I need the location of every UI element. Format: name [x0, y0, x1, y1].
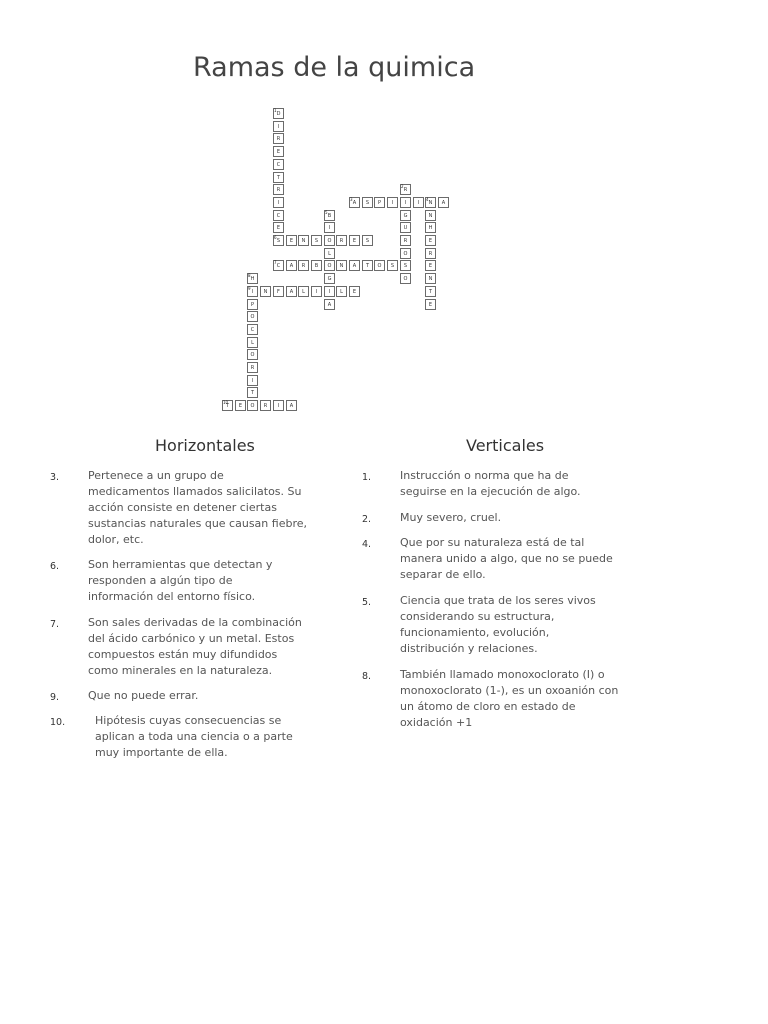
crossword-cell	[336, 286, 347, 297]
cell-letter: I	[417, 200, 420, 206]
cell-letter: E	[276, 149, 281, 155]
clue-text: Hipótesis cuyas consecuencias se aplican a toda una ciencia o a parte muy importante de ella.	[95, 714, 293, 759]
clue-number: 2.	[362, 514, 372, 525]
cell-letter: E	[352, 238, 357, 244]
crossword-cell	[400, 184, 411, 195]
crossword-cell	[324, 235, 335, 246]
cell-letter: E	[276, 225, 281, 231]
crossword-cell	[362, 260, 373, 271]
cell-letter: I	[328, 289, 331, 295]
crossword-cell	[247, 273, 258, 284]
cell-letter: U	[403, 225, 408, 231]
cell-letter: L	[340, 289, 343, 295]
crossword-cell	[286, 260, 297, 271]
cell-number: 1	[274, 108, 277, 113]
clue-number: 5.	[362, 597, 372, 608]
clue-text: Que por su naturaleza está de tal manera unido a algo, que no se puede separar de ello.	[400, 536, 613, 581]
crossword-grid	[0, 0, 768, 420]
cell-letter: N	[428, 200, 433, 206]
crossword-cell	[273, 146, 284, 157]
crossword-cell	[425, 248, 436, 259]
crossword-cell	[400, 222, 411, 233]
cell-letter: R	[339, 238, 344, 244]
cell-letter: G	[403, 213, 408, 219]
crossword-cell	[349, 260, 360, 271]
cell-letter: E	[238, 403, 243, 409]
cell-letter: R	[276, 136, 281, 142]
crossword-cell	[286, 235, 297, 246]
crossword-cell	[273, 108, 284, 119]
crossword-cell	[324, 286, 335, 297]
cell-letter: S	[365, 200, 370, 206]
cell-letter: R	[276, 187, 281, 193]
crossword-cell	[425, 197, 436, 208]
cell-letter: E	[352, 289, 357, 295]
crossword-cell	[222, 400, 233, 411]
clue-text: Pertenece a un grupo de medicamentos llamados salicilatos. Su acción consiste en detener ciertas sustancias naturales que causan fiebre, dolor, etc.	[88, 469, 307, 546]
crossword-cell	[349, 286, 360, 297]
cell-letter: B	[314, 263, 319, 269]
cell-letter: O	[250, 352, 255, 358]
clue-text: Son herramientas que detectan y responden a algún tipo de información del entorno físico.	[88, 558, 273, 603]
cell-letter: T	[365, 263, 370, 269]
clue-text: Ciencia que trata de los seres vivos considerando su estructura, funcionamiento, evolución, distribución y relaciones.	[400, 594, 596, 655]
clue-number: 4.	[362, 539, 372, 550]
crossword-cell	[324, 273, 335, 284]
cell-number: 9	[248, 286, 251, 291]
crossword-cell	[425, 222, 436, 233]
clue-text: Son sales derivadas de la combinación del ácido carbónico y un metal. Estos compuestos están muy difundidos como minerales en la naturaleza.	[88, 616, 302, 677]
crossword-cell	[273, 286, 284, 297]
cell-letter: S	[403, 263, 408, 269]
cell-letter: O	[327, 263, 332, 269]
crossword-cell	[400, 210, 411, 221]
cell-letter: I	[251, 378, 254, 384]
crossword-cell	[298, 235, 309, 246]
crossword-cell	[311, 286, 322, 297]
cell-letter: L	[302, 289, 305, 295]
cell-letter: T	[225, 403, 230, 409]
cell-letter: R	[250, 365, 255, 371]
cell-letter: B	[327, 213, 332, 219]
crossword-cell	[247, 311, 258, 322]
cell-letter: R	[403, 238, 408, 244]
cell-number: 3	[350, 197, 353, 202]
clue-number: 8.	[362, 671, 372, 682]
cell-letter: R	[428, 251, 433, 257]
cell-letter: S	[314, 238, 319, 244]
clue-text: Instrucción o norma que ha de seguirse en la ejecución de algo.	[400, 469, 581, 498]
crossword-cell	[273, 210, 284, 221]
crossword-cell	[273, 400, 284, 411]
crossword-cell	[374, 197, 385, 208]
crossword-cell	[273, 222, 284, 233]
cell-letter: S	[276, 238, 281, 244]
cell-letter: O	[250, 403, 255, 409]
crossword-cell	[273, 235, 284, 246]
crossword-cell	[400, 197, 411, 208]
cell-letter: R	[301, 263, 306, 269]
crossword-cell	[260, 286, 271, 297]
cell-letter: I	[251, 289, 254, 295]
crossword-cell	[324, 260, 335, 271]
crossword-cell	[400, 235, 411, 246]
crossword-cell	[324, 222, 335, 233]
crossword-cell	[425, 260, 436, 271]
cell-letter: T	[276, 175, 281, 181]
crossword-cell	[235, 400, 246, 411]
cell-letter: E	[428, 302, 433, 308]
clue-text: Muy severo, cruel.	[400, 511, 502, 524]
cell-number: 10	[223, 400, 229, 405]
clue-number: 9.	[50, 692, 60, 703]
clue-number: 7.	[50, 619, 60, 630]
crossword-cell	[425, 210, 436, 221]
cell-letter: N	[301, 238, 306, 244]
crossword-cell	[374, 260, 385, 271]
cell-letter: A	[289, 403, 294, 409]
cell-number: 8	[248, 273, 251, 278]
cell-letter: E	[289, 238, 294, 244]
clue-number: 6.	[50, 561, 60, 572]
cell-letter: A	[327, 302, 332, 308]
cell-letter: H	[250, 276, 255, 282]
cell-letter: A	[289, 263, 294, 269]
crossword-cell	[336, 235, 347, 246]
cell-letter: A	[441, 200, 446, 206]
cell-letter: H	[428, 225, 433, 231]
crossword-cell	[425, 235, 436, 246]
clue-number: 3.	[50, 472, 60, 483]
crossword-cell	[362, 235, 373, 246]
cell-letter: I	[277, 200, 280, 206]
crossword-cell	[438, 197, 449, 208]
crossword-cell	[286, 286, 297, 297]
cell-letter: I	[404, 200, 407, 206]
crossword-cell	[273, 184, 284, 195]
clue-number: 10.	[50, 717, 66, 728]
crossword-cell	[336, 260, 347, 271]
cell-letter: C	[276, 213, 281, 219]
cell-number: 5	[325, 210, 328, 215]
cell-letter: C	[250, 327, 255, 333]
cell-letter: O	[403, 276, 408, 282]
clue-text: Que no puede errar.	[88, 689, 199, 702]
clue-text: También llamado monoxoclorato (I) o monoxoclorato (1-), es un oxoanión con un átomo de cloro en estado de oxidación +1	[400, 668, 619, 729]
cell-letter: N	[428, 213, 433, 219]
crossword-cell	[247, 362, 258, 373]
cell-letter: O	[403, 251, 408, 257]
cell-letter: P	[377, 200, 381, 206]
cell-letter: R	[263, 403, 268, 409]
crossword-cell	[400, 260, 411, 271]
cell-letter: D	[276, 111, 281, 117]
crossword-cell	[324, 248, 335, 259]
horizontales-heading: Horizontales	[155, 436, 255, 455]
page-title: Ramas de la quimica	[193, 52, 476, 83]
crossword-cell	[273, 197, 284, 208]
cell-letter: F	[277, 289, 280, 295]
crossword-cell	[247, 400, 258, 411]
crossword-cell	[247, 375, 258, 386]
cell-letter: R	[403, 187, 408, 193]
verticales-heading: Verticales	[466, 436, 545, 455]
crossword-cell	[400, 248, 411, 259]
crossword-cell	[247, 387, 258, 398]
crossword-cell	[324, 210, 335, 221]
cell-letter: C	[276, 263, 281, 269]
cell-number: 2	[401, 184, 404, 189]
crossword-cell	[311, 235, 322, 246]
crossword-cell	[311, 260, 322, 271]
cell-letter: O	[250, 314, 255, 320]
crossword-cell	[362, 197, 373, 208]
cell-letter: N	[263, 289, 268, 295]
crossword-cell	[413, 197, 424, 208]
cell-letter: E	[428, 263, 433, 269]
crossword-cell	[273, 133, 284, 144]
cell-letter: N	[428, 276, 433, 282]
cell-letter: A	[289, 289, 294, 295]
crossword-cell	[400, 273, 411, 284]
cell-letter: I	[391, 200, 394, 206]
crossword-cell	[273, 172, 284, 183]
cell-letter: O	[377, 263, 382, 269]
cell-letter: T	[250, 390, 255, 396]
crossword-cell	[387, 260, 398, 271]
cell-letter: I	[277, 403, 280, 409]
cell-letter: N	[339, 263, 344, 269]
crossword-cell	[273, 159, 284, 170]
crossword-cell	[298, 260, 309, 271]
cell-letter: L	[251, 340, 254, 346]
crossword-cell	[324, 299, 335, 310]
crossword-cell	[247, 337, 258, 348]
crossword-cell	[425, 299, 436, 310]
crossword-cell	[273, 121, 284, 132]
cell-letter: G	[327, 276, 332, 282]
crossword-cell	[349, 197, 360, 208]
cell-number: 6	[274, 235, 277, 240]
cell-letter: A	[352, 200, 357, 206]
crossword-cell	[387, 197, 398, 208]
cell-number: 4	[426, 197, 429, 202]
cell-letter: I	[315, 289, 318, 295]
cell-letter: L	[328, 251, 331, 257]
cell-letter: T	[428, 289, 433, 295]
cell-letter: A	[352, 263, 357, 269]
clue-number: 1.	[362, 472, 372, 483]
crossword-cell	[247, 324, 258, 335]
cell-letter: P	[250, 302, 254, 308]
crossword-cell	[349, 235, 360, 246]
crossword-cell	[260, 400, 271, 411]
cell-letter: S	[365, 238, 370, 244]
cell-letter: I	[277, 124, 280, 130]
cell-letter: E	[428, 238, 433, 244]
cell-number: 7	[274, 260, 277, 265]
cell-letter: S	[390, 263, 395, 269]
cell-letter: C	[276, 162, 281, 168]
crossword-cell	[298, 286, 309, 297]
crossword-cell	[286, 400, 297, 411]
crossword-cell	[247, 299, 258, 310]
cell-letter: I	[328, 225, 331, 231]
crossword-cell	[425, 273, 436, 284]
crossword-cell	[247, 349, 258, 360]
crossword-cell	[247, 286, 258, 297]
cell-letter: O	[327, 238, 332, 244]
crossword-cell	[273, 260, 284, 271]
crossword-cell	[425, 286, 436, 297]
